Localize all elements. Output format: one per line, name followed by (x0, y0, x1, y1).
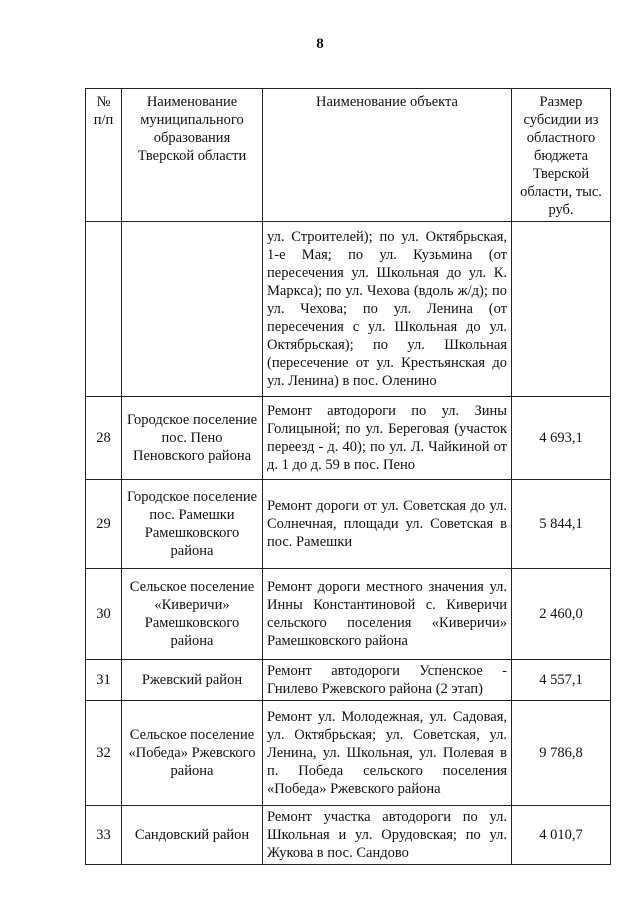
cell-subsidy: 4 010,7 (512, 806, 611, 865)
cell-num: 30 (86, 569, 122, 660)
page-number: 8 (316, 36, 324, 52)
cell-num: 28 (86, 397, 122, 480)
header-num: № п/п (86, 89, 122, 222)
table-row (86, 806, 611, 865)
cell-subsidy: 9 786,8 (512, 701, 611, 806)
header-municipality: Наименование муниципального образования Тверской области (122, 89, 263, 222)
cell-num: 33 (86, 806, 122, 865)
cell-object: Ремонт автодороги по ул. Зины Голицыной; по ул. Береговая (участок переезд - д. 40); по ул. Л. Чайкиной от д. 1 до д. 59 в пос. Пено (263, 397, 512, 480)
cell-object: Ремонт дороги от ул. Советская до ул. Солнечная, площади ул. Советская в пос. Рамешки (263, 480, 512, 569)
table-row (86, 569, 611, 660)
cell-num: 31 (86, 660, 122, 701)
cell-subsidy (512, 222, 611, 397)
cell-num (86, 222, 122, 397)
cell-municipality: Городское поселение пос. Пено Пеновского района (122, 397, 263, 480)
cell-object: ул. Строителей); по ул. Октябрьская, 1-е Мая; по ул. Кузьмина (от пересечения ул. Школьная до ул. К. Маркса); по ул. Чехова (вдоль ж/д); по ул. Чехова; по ул. Ленина (от пересечения с ул. Школьная до ул. Октябрьская); по ул. Школьная (пересечение от ул. Крестьянская до ул. Ленина) в пос. Оленино (263, 222, 512, 397)
cell-num: 29 (86, 480, 122, 569)
table-row (86, 701, 611, 806)
cell-object: Ремонт автодороги Успенское - Гнилево Ржевского района (2 этап) (263, 660, 512, 701)
table-row (86, 480, 611, 569)
subsidy-table (85, 88, 611, 865)
cell-subsidy: 4 557,1 (512, 660, 611, 701)
cell-municipality: Сельское поселение «Киверичи» Рамешковского района (122, 569, 263, 660)
cell-subsidy: 2 460,0 (512, 569, 611, 660)
header-object: Наименование объекта (263, 89, 512, 222)
table-header-row (86, 89, 611, 222)
cell-object: Ремонт ул. Молодежная, ул. Садовая, ул. Октябрьская; ул. Советская, ул. Ленина, ул. Школьная, ул. Полевая в п. Победа сельского поселения «Победа» Ржевского района (263, 701, 512, 806)
cell-municipality: Сельское поселение «Победа» Ржевского района (122, 701, 263, 806)
header-subsidy: Размер субсидии из областного бюджета Тверской области, тыс. руб. (512, 89, 611, 222)
table-row (86, 397, 611, 480)
cell-object: Ремонт дороги местного значения ул. Инны Константиновой с. Киверичи сельского поселения «Киверичи» Рамешковского района (263, 569, 512, 660)
table-row (86, 660, 611, 701)
cell-municipality: Ржевский район (122, 660, 263, 701)
cell-municipality: Сандовский район (122, 806, 263, 865)
cell-subsidy: 4 693,1 (512, 397, 611, 480)
cell-num: 32 (86, 701, 122, 806)
cell-subsidy: 5 844,1 (512, 480, 611, 569)
table-row-continuation (86, 222, 611, 397)
cell-municipality: Городское поселение пос. Рамешки Рамешковского района (122, 480, 263, 569)
cell-municipality (122, 222, 263, 397)
cell-object: Ремонт участка автодороги по ул. Школьная и ул. Орудовская; по ул. Жукова в пос. Сандово (263, 806, 512, 865)
